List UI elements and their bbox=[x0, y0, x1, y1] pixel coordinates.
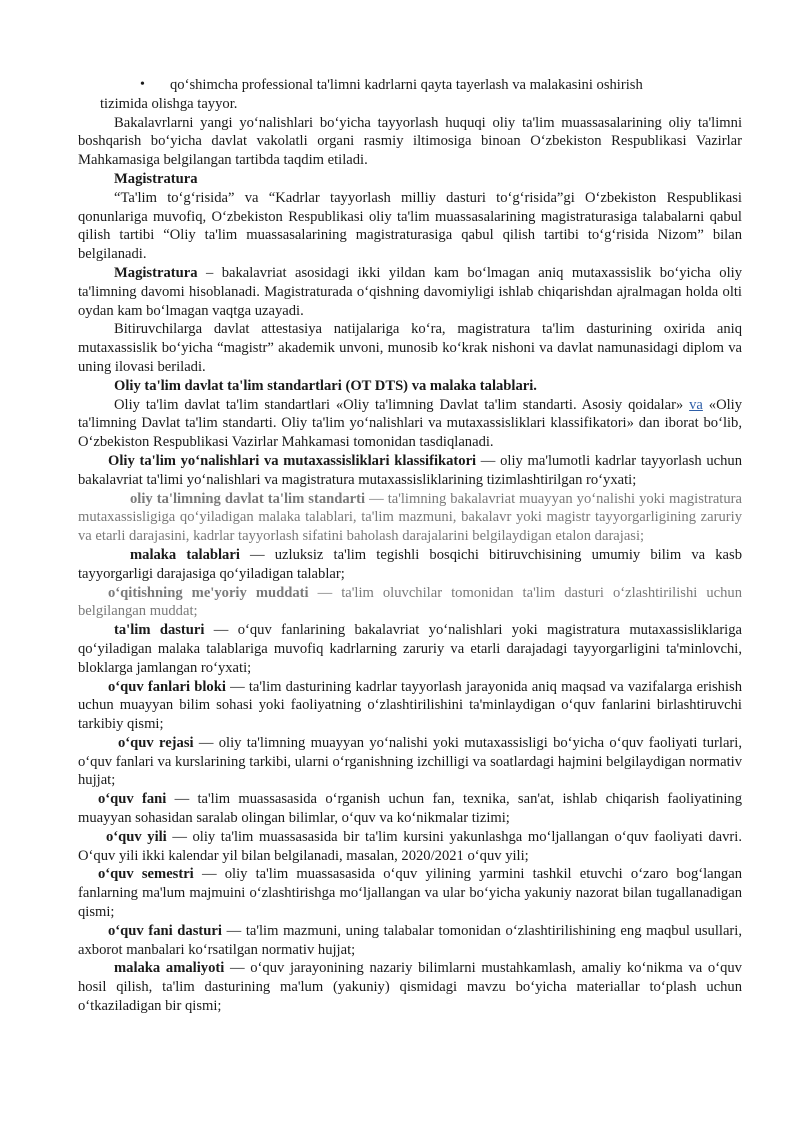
definition-text: — ta'lim dasturining kadrlar tayyorlash jarayonida aniq maqsad va vazifalarga erishish uchun muayyan bilim sohasi yoki faoliyatning o‘zlashtirilishini ta'minlaydigan o‘quv fanlarini birlashtiruvchi tarkibiy qismi; bbox=[78, 678, 743, 733]
definition-term bbox=[78, 584, 742, 622]
bullet-marker: • bbox=[140, 77, 145, 92]
paragraph-standards bbox=[78, 396, 742, 452]
term: o‘qitishning me'yoriy muddati bbox=[108, 584, 309, 601]
heading-magistratura: Magistratura bbox=[114, 170, 198, 187]
term: Oliy ta'lim yo‘nalishlari va mutaxassisliklari klassifikatori bbox=[108, 452, 477, 469]
term: oliy ta'limning davlat ta'lim standarti bbox=[130, 490, 366, 507]
definition-text: — o‘quv fanlarining bakalavriat yo‘nalishlari yoki magistratura mutaxassisliklariga qo‘yiladigan malaka talablariga muvofiq kadrlarning zaruriy va etarli darajadagi tayyorgarligini ta'minlovchi, bloklarga jamlangan ro‘yxati; bbox=[78, 622, 743, 676]
definition-text: — oliy ta'lim muassasasida bir ta'lim kursini yakunlashga mo‘ljallangan o‘quv faoliyati davri. O‘quv yili ikki kalendar yil bilan belgilanadi, masalan, 2020/2021 o‘quv yili; bbox=[78, 828, 742, 864]
definition-text: — oliy ta'limning muayyan yo‘nalishi yoki mutaxassisligi bo‘yicha o‘quv faoliyati turlari, o‘quv fanlari va kurslarining tarkibi, ularni o‘rganishning izchilligi va soatlardagi hajmini belgilaydigan normativ hujjat; bbox=[78, 734, 742, 789]
bullet-text: qo‘shimcha professional ta'limni kadrlarni qayta tayerlash va malakasini oshirish bbox=[170, 77, 643, 93]
term: o‘quv fanlari bloki bbox=[108, 678, 226, 695]
definition-text: — ta'limning bakalavriat muayyan yo‘nalishi yoki magistratura mutaxassisligiga qo‘yiladigan malaka talablari, ta'lim mazmuni, bakalavr yoki magistr tayyorgarligining zaruriy va etarli darajasini, kadrlar tayyorlash sifatini baholash darajalarini belgilaydigan etalon darajasi; bbox=[78, 490, 742, 545]
bullet-item bbox=[78, 76, 742, 95]
definition-block bbox=[78, 678, 742, 734]
definition-semester bbox=[78, 865, 742, 921]
paragraph-magistr-law: “Ta'lim to‘g‘risida” va “Kadrlar tayyorlash milliy dasturi to‘g‘risida”gi O‘zbekiston Respublikasi qonunlariga muvofiq, O‘zbekiston Respublikasi oliy ta'lim muassasalarining magistraturasiga talabalarni qabul qilish tartibi “Oliy ta'lim muassasalarining magistraturasiga qabul qilish tartibi to‘g‘risida Nizom” bilan belgilanadi. bbox=[78, 189, 742, 263]
definition-year bbox=[78, 828, 742, 866]
term: o‘quv fani bbox=[98, 791, 167, 808]
definition-program bbox=[78, 621, 742, 677]
definition-text: — ta'lim muassasasida o‘rganish uchun fan, texnika, san'at, ishlab chiqarish faoliyatining muayyan sohasidan saralab olingan bilimlar, o‘quv va ko‘nikmalar tizimi; bbox=[78, 791, 742, 827]
term: o‘quv yili bbox=[106, 828, 167, 845]
term: o‘quv rejasi bbox=[118, 734, 194, 751]
definition-text: — ta'lim oluvchilar tomonidan ta'lim dasturi o‘zlashtirilishi uchun belgilangan muddat; bbox=[78, 584, 743, 620]
definition-magistratura bbox=[78, 264, 742, 320]
term: ta'lim dasturi bbox=[114, 622, 205, 639]
document-page bbox=[78, 76, 742, 1016]
term: o‘quv semestri bbox=[98, 866, 194, 883]
standards-part2: «Oliy ta'limning Davlat ta'lim standarti. Asosiy qoidalar» bbox=[335, 396, 690, 413]
definition-content bbox=[78, 922, 742, 960]
definition-text: — ta'lim mazmuni, uning talabalar tomonidan o‘zlashtirilishining eng maqbul usullari, axborot manbalari ko‘rsatilgan normativ hujjat; bbox=[78, 922, 742, 958]
definition-standard bbox=[78, 490, 742, 546]
standards-link[interactable]: va bbox=[689, 396, 703, 413]
definition-text: – bakalavriat asosidagi ikki yildan kam bo‘lmagan aniq mutaxassislik bo‘yicha oliy ta'limning davomi hisoblanadi. Magistraturada o‘qishning davomiyligi ishlab chiqarishdan ajralmagan holda olti oydan kam bo‘lmagan vaqtga uzayadi. bbox=[78, 264, 742, 319]
bullet-continuation: tizimida olishga tayyor. bbox=[100, 95, 238, 112]
definition-practice bbox=[78, 959, 742, 1015]
standards-part1: Oliy ta'lim davlat ta'lim standartlari bbox=[114, 396, 336, 413]
definition-requirements bbox=[78, 546, 742, 584]
definition-plan bbox=[78, 734, 742, 790]
term: o‘quv fani dasturi bbox=[108, 922, 222, 939]
definition-classifier bbox=[78, 452, 742, 490]
standards-part3: «Oliy ta'limning Davlat ta'lim standarti. Oliy ta'lim yo‘nalishlari va mutaxassisliklari klassifikatori» dan iborat bo‘lib, O‘zbekiston Respublikasi Vazirlar Mahkamasi tomonidan tasdiqlanadi. bbox=[78, 396, 743, 451]
definition-text: — o‘quv jarayonining nazariy bilimlarni mustahkamlash, amaliy ko‘nikma va o‘quv hosil qilish, ta'lim dasturining ma'lum (yakuniy) qismidagi mavzu bo‘yicha materiallar to‘plash uchun o‘tkaziladigan bir qismi; bbox=[78, 960, 742, 1015]
term: malaka talablari bbox=[130, 546, 240, 563]
definition-text: — uzluksiz ta'lim tegishli bosqichi bitiruvchisining umumiy bilim va kasb tayyorgarligi darajasiga qo‘yiladigan talablar; bbox=[78, 546, 742, 582]
definition-subject bbox=[78, 790, 742, 828]
term: Magistratura bbox=[114, 264, 198, 281]
term: malaka amaliyoti bbox=[114, 960, 225, 977]
definition-text: — oliy ta'lim muassasasida o‘quv yilining yarmini tashkil etuvchi o‘zaro bog‘langan fanlarning ma'lum majmuini o‘zlashtirishga mo‘ljallangan va ular bo‘yicha yakuniy nazorat bilan tugallanadigan qismi; bbox=[78, 866, 743, 921]
paragraph-bachelor: Bakalavrlarni yangi yo‘nalishlari bo‘yicha tayyorlash huquqi oliy ta'lim muassasalarining oliy ta'limni boshqarish bo‘yicha davlat vakolatli organi rasmiy iltimosiga binoan O‘zbekiston Respublikasi Vazirlar Mahkamasiga belgilangan tartibda taqdim etiladi. bbox=[78, 114, 742, 169]
definition-text: — oliy ma'lumotli kadrlar tayyorlash uchun bakalavriat ta'limi yo‘nalishlari va magistratura mutaxassisliklarining tizimlashtirilgan ro‘yxati; bbox=[78, 452, 742, 488]
paragraph-graduates: Bitiruvchilarga davlat attestasiya natijalariga ko‘ra, magistratura ta'lim dasturining oxirida aniq mutaxassislik bo‘yicha “magistr” akademik unvoni, munosib ko‘krak nishoni va davlat namunasidagi diplom va uning ilovasi beriladi. bbox=[78, 321, 742, 375]
heading-standards: Oliy ta'lim davlat ta'lim standartlari (OT DTS) va malaka talablari. bbox=[114, 377, 537, 394]
